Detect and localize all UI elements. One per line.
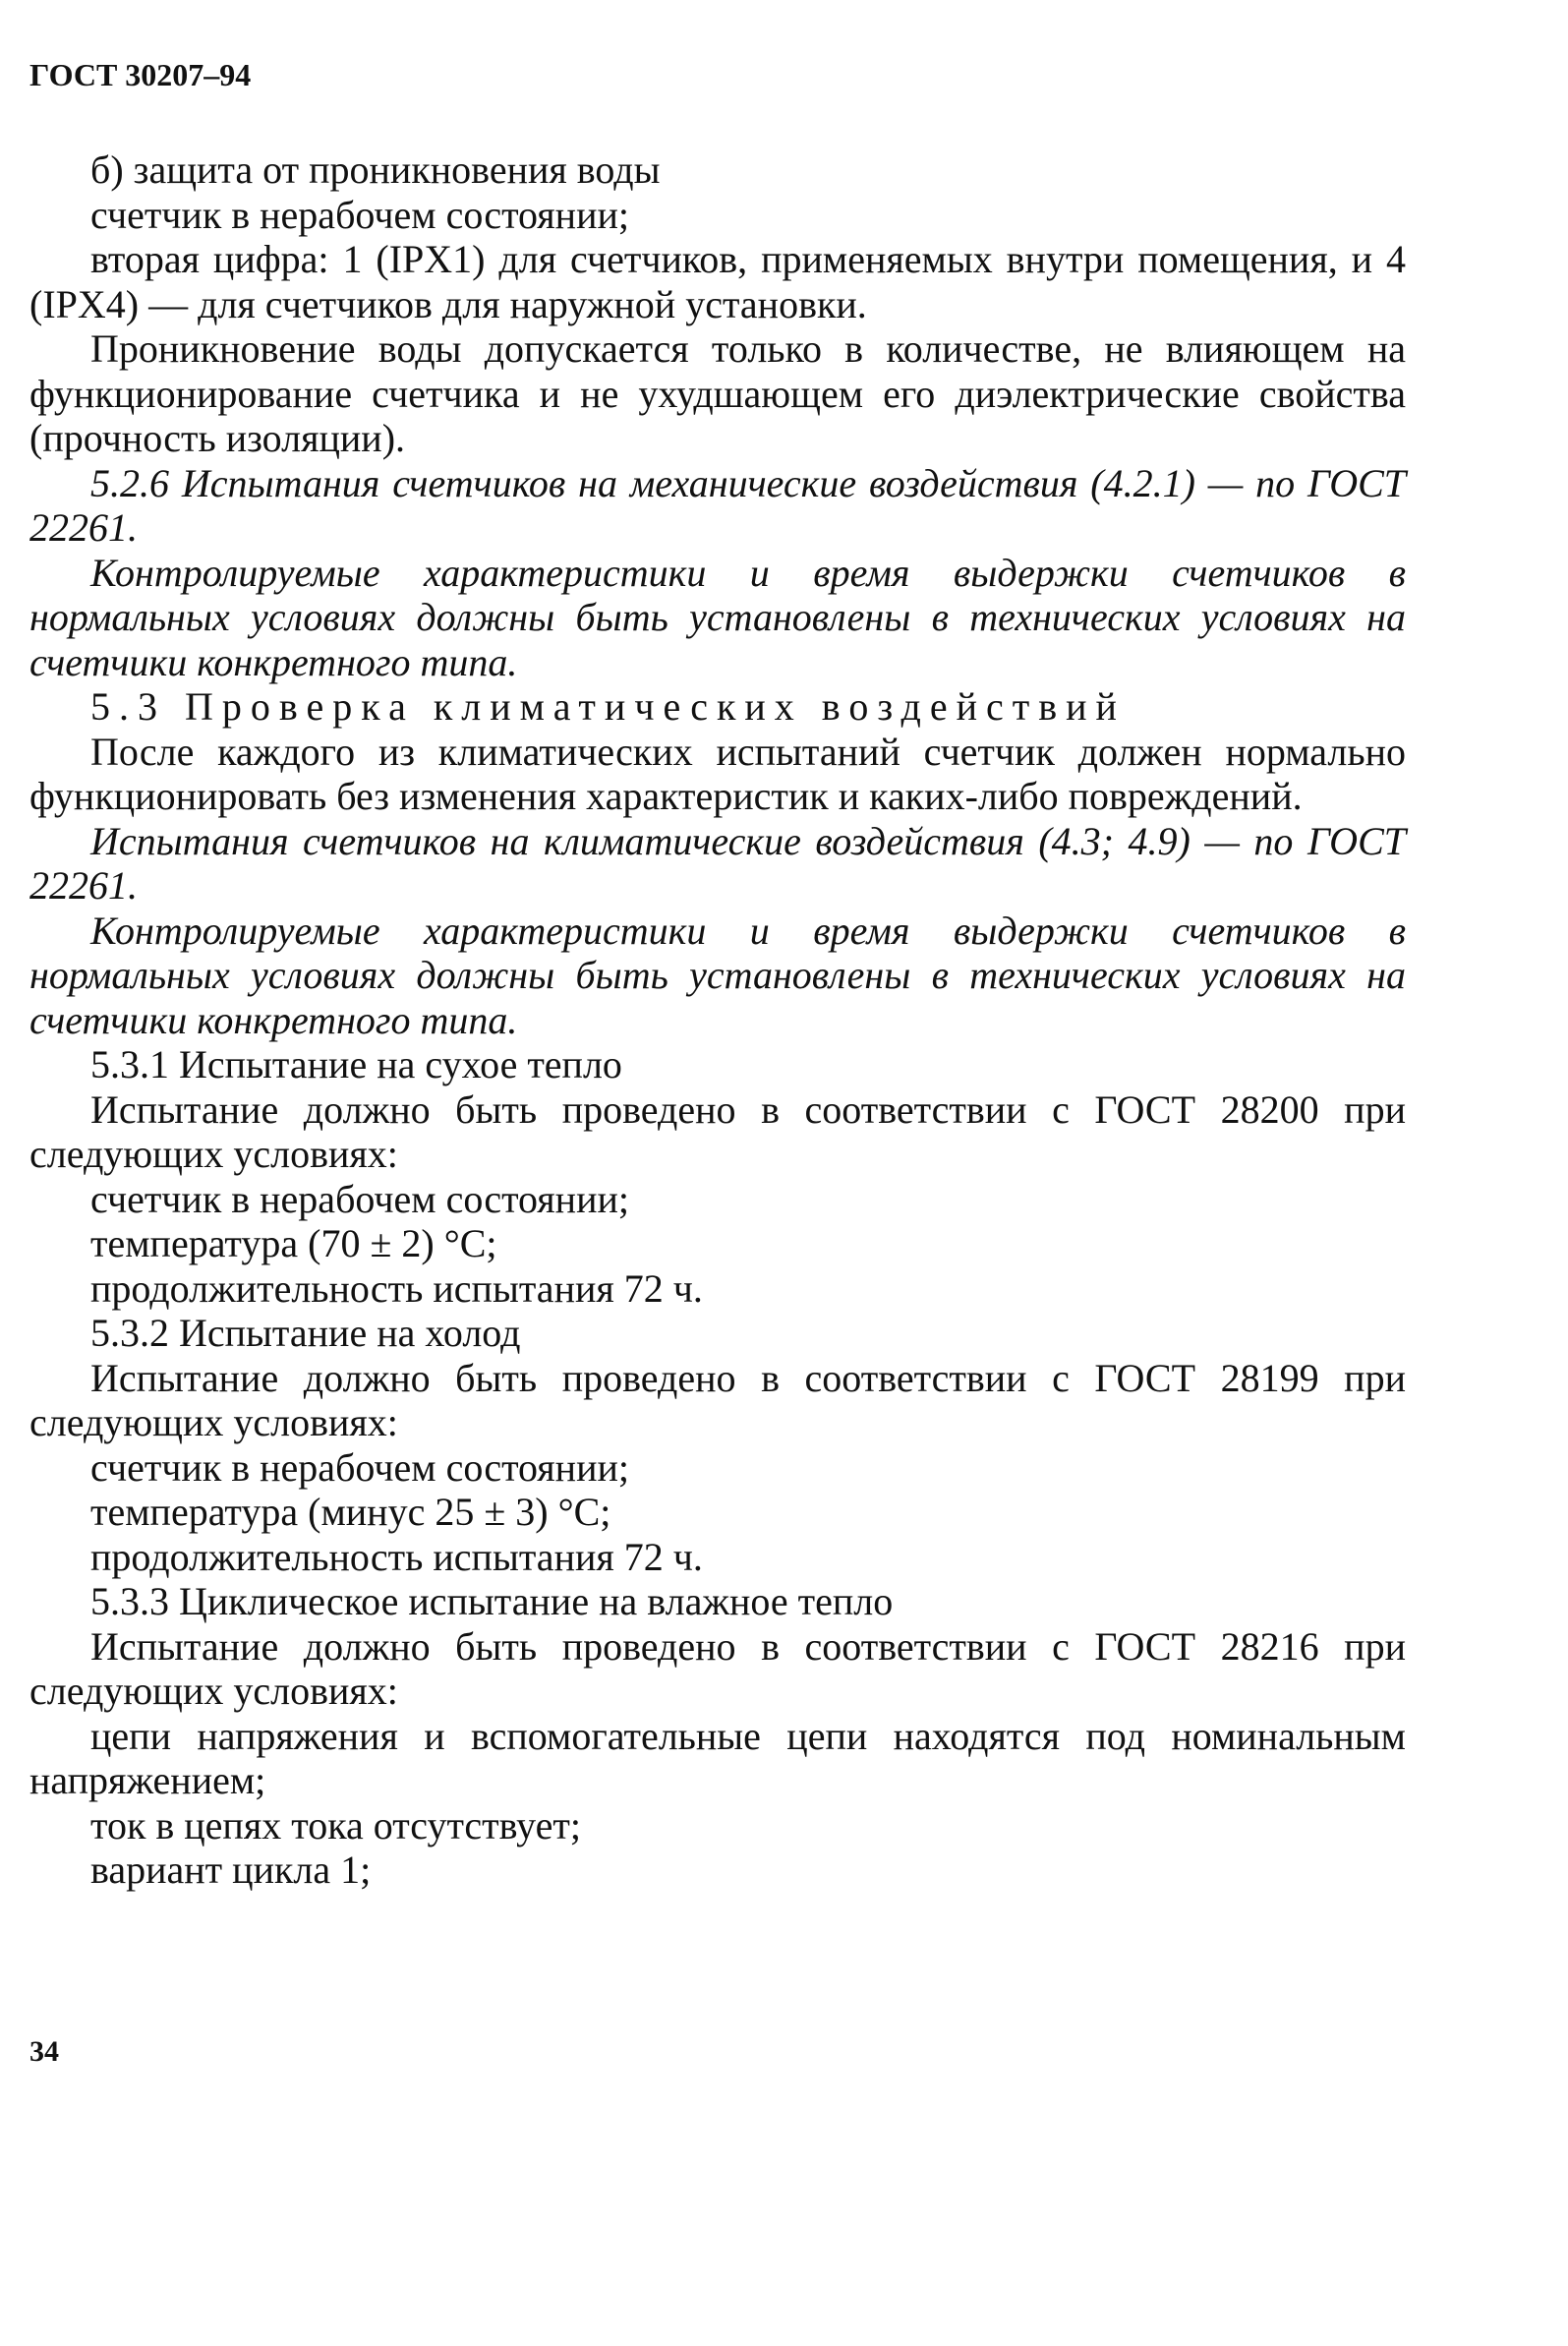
document-body — [29, 147, 1406, 1893]
paragraph: счетчик в нерабочем состоянии; — [90, 192, 629, 237]
section-heading-5-2-6: 5.2.6 Испытания счетчиков на механические воздействия (4.2.1) — по ГОСТ 22261. — [29, 460, 1406, 550]
paragraph: После каждого из климатических испытаний счетчик должен нормально функционировать без изменения характеристик и каких-либо повреждений. — [29, 729, 1406, 818]
paragraph: счетчик в нерабочем состоянии; — [90, 1444, 629, 1490]
paragraph: счетчик в нерабочем состоянии; — [90, 1176, 629, 1221]
paragraph: цепи напряжения и вспомогательные цепи находятся под номинальным напряжением; — [29, 1713, 1406, 1802]
paragraph: Проникновение воды допускается только в количестве, не влияющем на функционирование счетчика и не ухудшающем его диэлектрические свойства (прочность изоляции). — [29, 326, 1406, 460]
page-header: ГОСТ 30207–94 — [29, 57, 252, 92]
paragraph: температура (70 ± 2) °С; — [90, 1221, 497, 1265]
paragraph: продолжительность испытания 72 ч. — [90, 1534, 703, 1579]
paragraph: Испытание должно быть проведено в соответствии с ГОСТ 28200 при следующих условиях: — [29, 1086, 1406, 1176]
paragraph-italic: Испытания счетчиков на климатические воздействия (4.3; 4.9) — по ГОСТ 22261. — [29, 818, 1406, 908]
paragraph: Испытание должно быть проведено в соответствии с ГОСТ 28216 при следующих условиях: — [29, 1623, 1406, 1713]
paragraph: продолжительность испытания 72 ч. — [90, 1265, 703, 1311]
paragraph: Испытание должно быть проведено в соответствии с ГОСТ 28199 при следующих условиях: — [29, 1355, 1406, 1444]
section-heading-5-3-3: 5.3.3 Циклическое испытание на влажное тепло — [90, 1579, 894, 1623]
paragraph: температура (минус 25 ± 3) °С; — [90, 1490, 611, 1534]
paragraph: вторая цифра: 1 (IPX1) для счетчиков, применяемых внутри помещения, и 4 (IPX4) — для счетчиков для наружной установки. — [29, 237, 1406, 326]
section-heading-5-3-2: 5.3.2 Испытание на холод — [90, 1311, 521, 1355]
page-number: 34 — [29, 2035, 59, 2068]
section-heading-5-3: 5.3 Проверка климатических воздействий — [90, 684, 1126, 729]
paragraph: б) защита от проникновения воды — [90, 147, 661, 192]
paragraph-italic: Контролируемые характеристики и время выдержки счетчиков в нормальных условиях должны быть установлены в технических условиях на счетчики конкретного типа. — [29, 550, 1406, 684]
paragraph-italic: Контролируемые характеристики и время выдержки счетчиков в нормальных условиях должны быть установлены в технических условиях на счетчики конкретного типа. — [29, 908, 1406, 1042]
paragraph: вариант цикла 1; — [90, 1847, 372, 1892]
section-heading-5-3-1: 5.3.1 Испытание на сухое тепло — [90, 1042, 622, 1086]
paragraph: ток в цепях тока отсутствует; — [90, 1802, 581, 1847]
